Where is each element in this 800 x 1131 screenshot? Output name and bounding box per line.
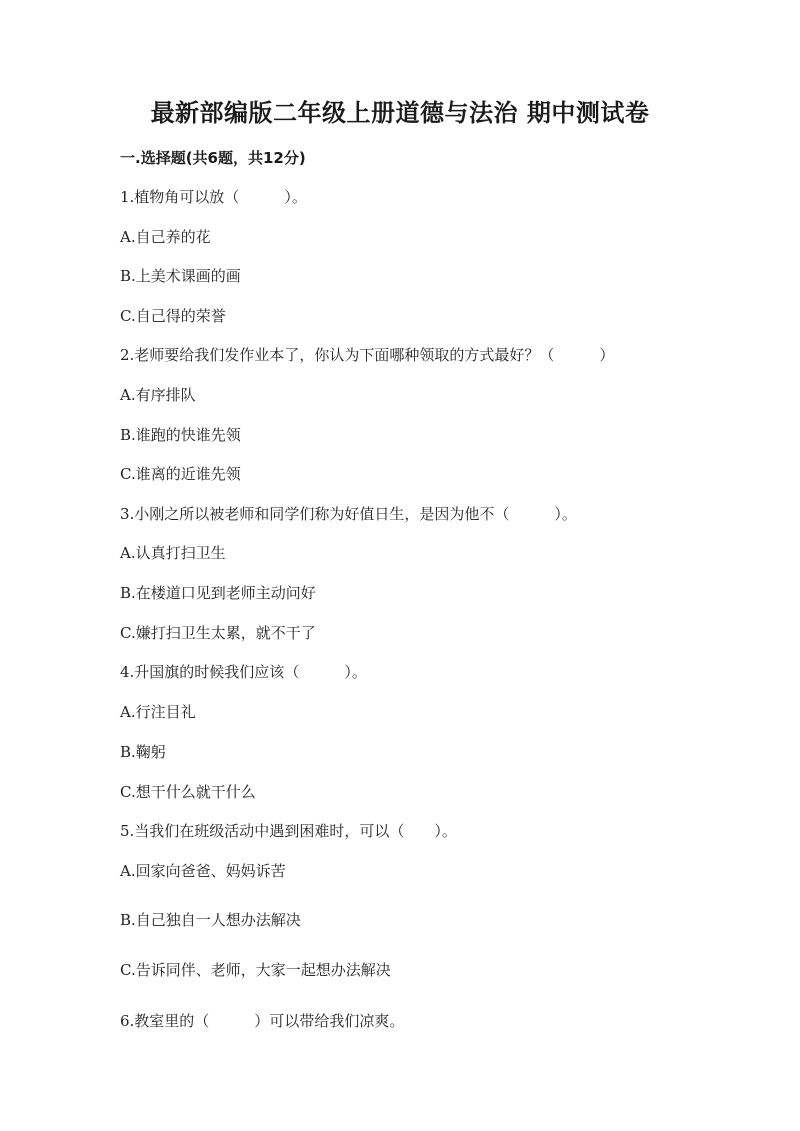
page-title: 最新部编版二年级上册道德与法治 期中测试卷 [150, 99, 650, 127]
question-1-option-a[interactable]: A.自己养的花 [120, 228, 211, 246]
question-1-option-b[interactable]: B.上美术课画的画 [120, 267, 241, 285]
question-3-stem: 3.小刚之所以被老师和同学们称为好值日生，是因为他不（ ）。 [120, 505, 577, 523]
question-2-option-a[interactable]: A.有序排队 [120, 386, 196, 404]
question-4-option-b[interactable]: B.鞠躬 [120, 743, 166, 761]
question-5-stem: 5.当我们在班级活动中遇到困难时，可以（ ）。 [120, 822, 457, 840]
section-heading: 一.选择题(共6题，共12分) [120, 149, 306, 167]
question-3-option-c[interactable]: C.嫌打扫卫生太累，就不干了 [120, 624, 316, 642]
question-5-option-c[interactable]: C.告诉同伴、老师，大家一起想办法解决 [120, 961, 391, 979]
question-5-option-a[interactable]: A.回家向爸爸、妈妈诉苦 [120, 862, 286, 880]
question-4-option-a[interactable]: A.行注目礼 [120, 703, 196, 721]
question-4-stem: 4.升国旗的时候我们应该（ ）。 [120, 663, 367, 681]
question-4-option-c[interactable]: C.想干什么就干什么 [120, 783, 256, 801]
question-3-option-b[interactable]: B.在楼道口见到老师主动问好 [120, 584, 316, 602]
question-5-option-b[interactable]: B.自己独自一人想办法解决 [120, 911, 301, 929]
question-2-stem: 2.老师要给我们发作业本了，你认为下面哪种领取的方式最好？（ ） [120, 346, 615, 364]
question-3-option-a[interactable]: A.认真打扫卫生 [120, 544, 226, 562]
question-1-option-c[interactable]: C.自己得的荣誉 [120, 307, 226, 325]
question-2-option-c[interactable]: C.谁离的近谁先领 [120, 465, 241, 483]
question-1-stem: 1.植物角可以放（ ）。 [120, 188, 307, 206]
question-2-option-b[interactable]: B.谁跑的快谁先领 [120, 426, 241, 444]
question-6-stem: 6.教室里的（ ）可以带给我们凉爽。 [120, 1012, 405, 1030]
